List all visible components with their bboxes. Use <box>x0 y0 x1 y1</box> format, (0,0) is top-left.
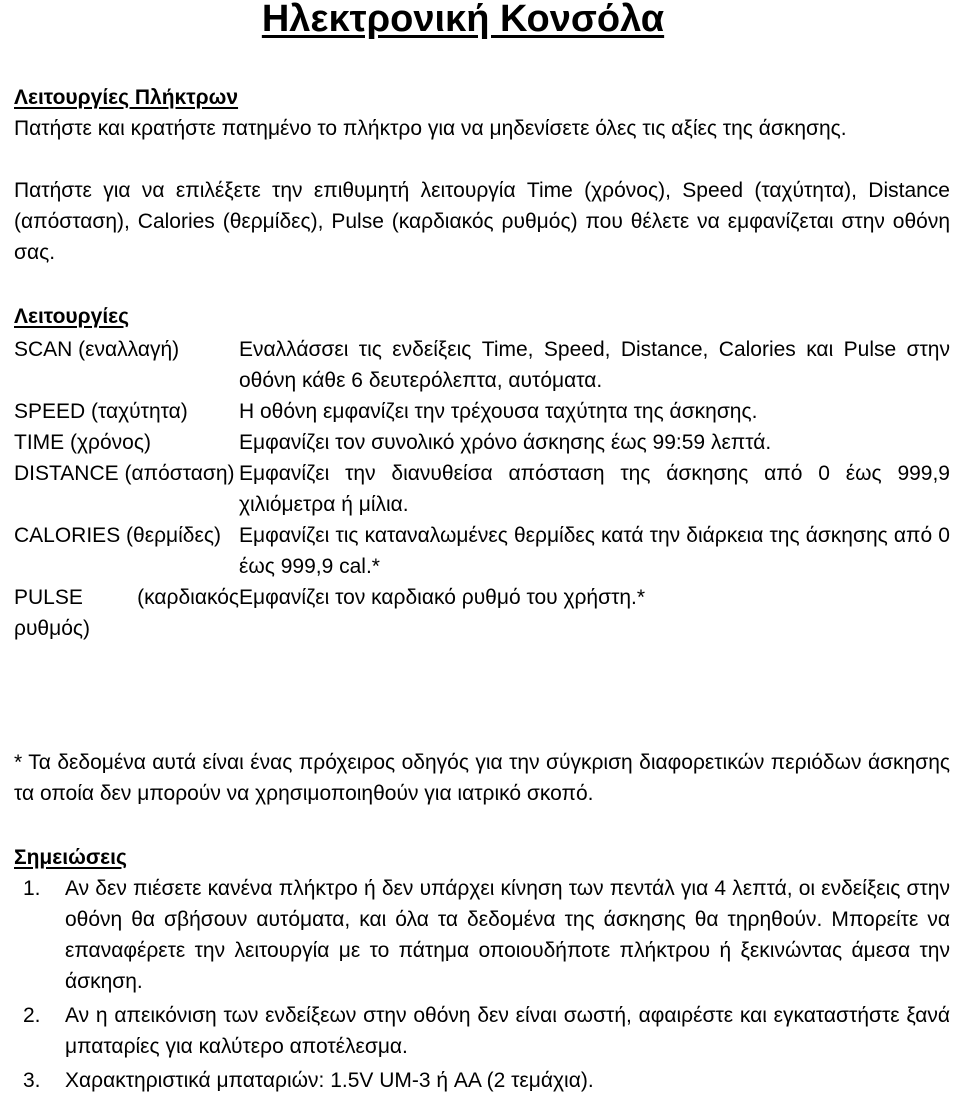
reset-instruction-text: Πατήστε και κρατήστε πατημένο το πλήκτρο για να μηδενίσετε όλες τις αξίες της άσκησης. <box>14 117 847 140</box>
note-text: Αν δεν πιέσετε κανένα πλήκτρο ή δεν υπάρχει κίνηση των πεντάλ για 4 λεπτά, οι ενδείξεις στην οθόνη θα σβήσουν αυτόματα, και όλα τα δεδομένα της άσκησης θα τηρηθούν. Μπορείτε να επαναφέρετε την λειτουργία με το πάτημα οποιουδήποτε πλήκτρου ή ξεκινώντας άμεσα την άσκηση. <box>65 877 950 993</box>
notes-section-heading: Σημειώσεις <box>14 846 127 869</box>
functions-section-heading: Λειτουργίες <box>14 305 130 328</box>
list-item <box>14 1000 950 1062</box>
note-number: 2. <box>23 1004 41 1027</box>
function-name: PULSE (καρδιακός ρυθμός) <box>14 586 239 640</box>
buttons-section-heading: Λειτουργίες Πλήκτρων <box>14 86 239 109</box>
function-description: Εναλλάσσει τις ενδείξεις Time, Speed, Distance, Calories και Pulse στην οθόνη κάθε 6 δευτερόλεπτα, αυτόματα. <box>239 338 950 392</box>
function-name: SPEED (ταχύτητα) <box>14 400 188 423</box>
function-name: TIME (χρόνος) <box>14 431 151 454</box>
function-row-time <box>14 427 950 458</box>
function-description: Εμφανίζει τις καταναλωμένες θερμίδες κατά την διάρκεια της άσκησης από 0 έως 999,9 cal.* <box>239 524 950 578</box>
function-row-speed <box>14 396 950 427</box>
note-text: Αν η απεικόνιση των ενδείξεων στην οθόνη δεν είναι σωστή, αφαιρέστε και εγκαταστήστε ξανά μπαταρίες για καλύτερο αποτέλεσμα. <box>65 1004 950 1058</box>
function-description: Εμφανίζει τον συνολικό χρόνο άσκησης έως 99:59 λεπτά. <box>239 431 772 454</box>
function-row-scan <box>14 334 950 396</box>
functions-table <box>14 334 950 644</box>
function-row-calories <box>14 520 950 582</box>
function-name: CALORIES (θερμίδες) <box>14 524 221 547</box>
function-name: DISTANCE (απόσταση) <box>14 462 235 485</box>
page-title: Ηλεκτρονική Κονσόλα <box>261 0 665 40</box>
list-item <box>14 1065 950 1096</box>
function-name: SCAN (εναλλαγή) <box>14 338 180 361</box>
list-item <box>14 873 950 997</box>
function-description: Εμφανίζει την διανυθείσα απόσταση της άσκησης από 0 έως 999,9 χιλιόμετρα ή μίλια. <box>239 462 950 516</box>
function-row-distance <box>14 458 950 520</box>
function-row-pulse <box>14 582 950 644</box>
select-instruction-text: Πατήστε για να επιλέξετε την επιθυμητή λειτουργία Time (χρόνος), Speed (ταχύτητα), Distance (απόσταση), Calories (θερμίδες), Pulse (καρδιακός ρυθμός) που θέλετε να εμφανίζεται στην οθόνη σας. <box>14 179 950 264</box>
medical-disclaimer-footnote: * Τα δεδομένα αυτά είναι ένας πρόχειρος οδηγός για την σύγκριση διαφορετικών περιόδων άσκησης τα οποία δεν μπορούν να χρησιμοποιηθούν για ιατρικό σκοπό. <box>14 751 950 805</box>
note-text: Χαρακτηριστικά μπαταριών: 1.5V UM-3 ή AA (2 τεμάχια). <box>65 1069 594 1092</box>
function-description: Η οθόνη εμφανίζει την τρέχουσα ταχύτητα της άσκησης. <box>239 400 758 423</box>
note-number: 1. <box>23 877 41 900</box>
note-number: 3. <box>23 1069 41 1092</box>
notes-list <box>14 873 950 1096</box>
function-description: Εμφανίζει τον καρδιακό ρυθμό του χρήστη.* <box>239 586 646 609</box>
